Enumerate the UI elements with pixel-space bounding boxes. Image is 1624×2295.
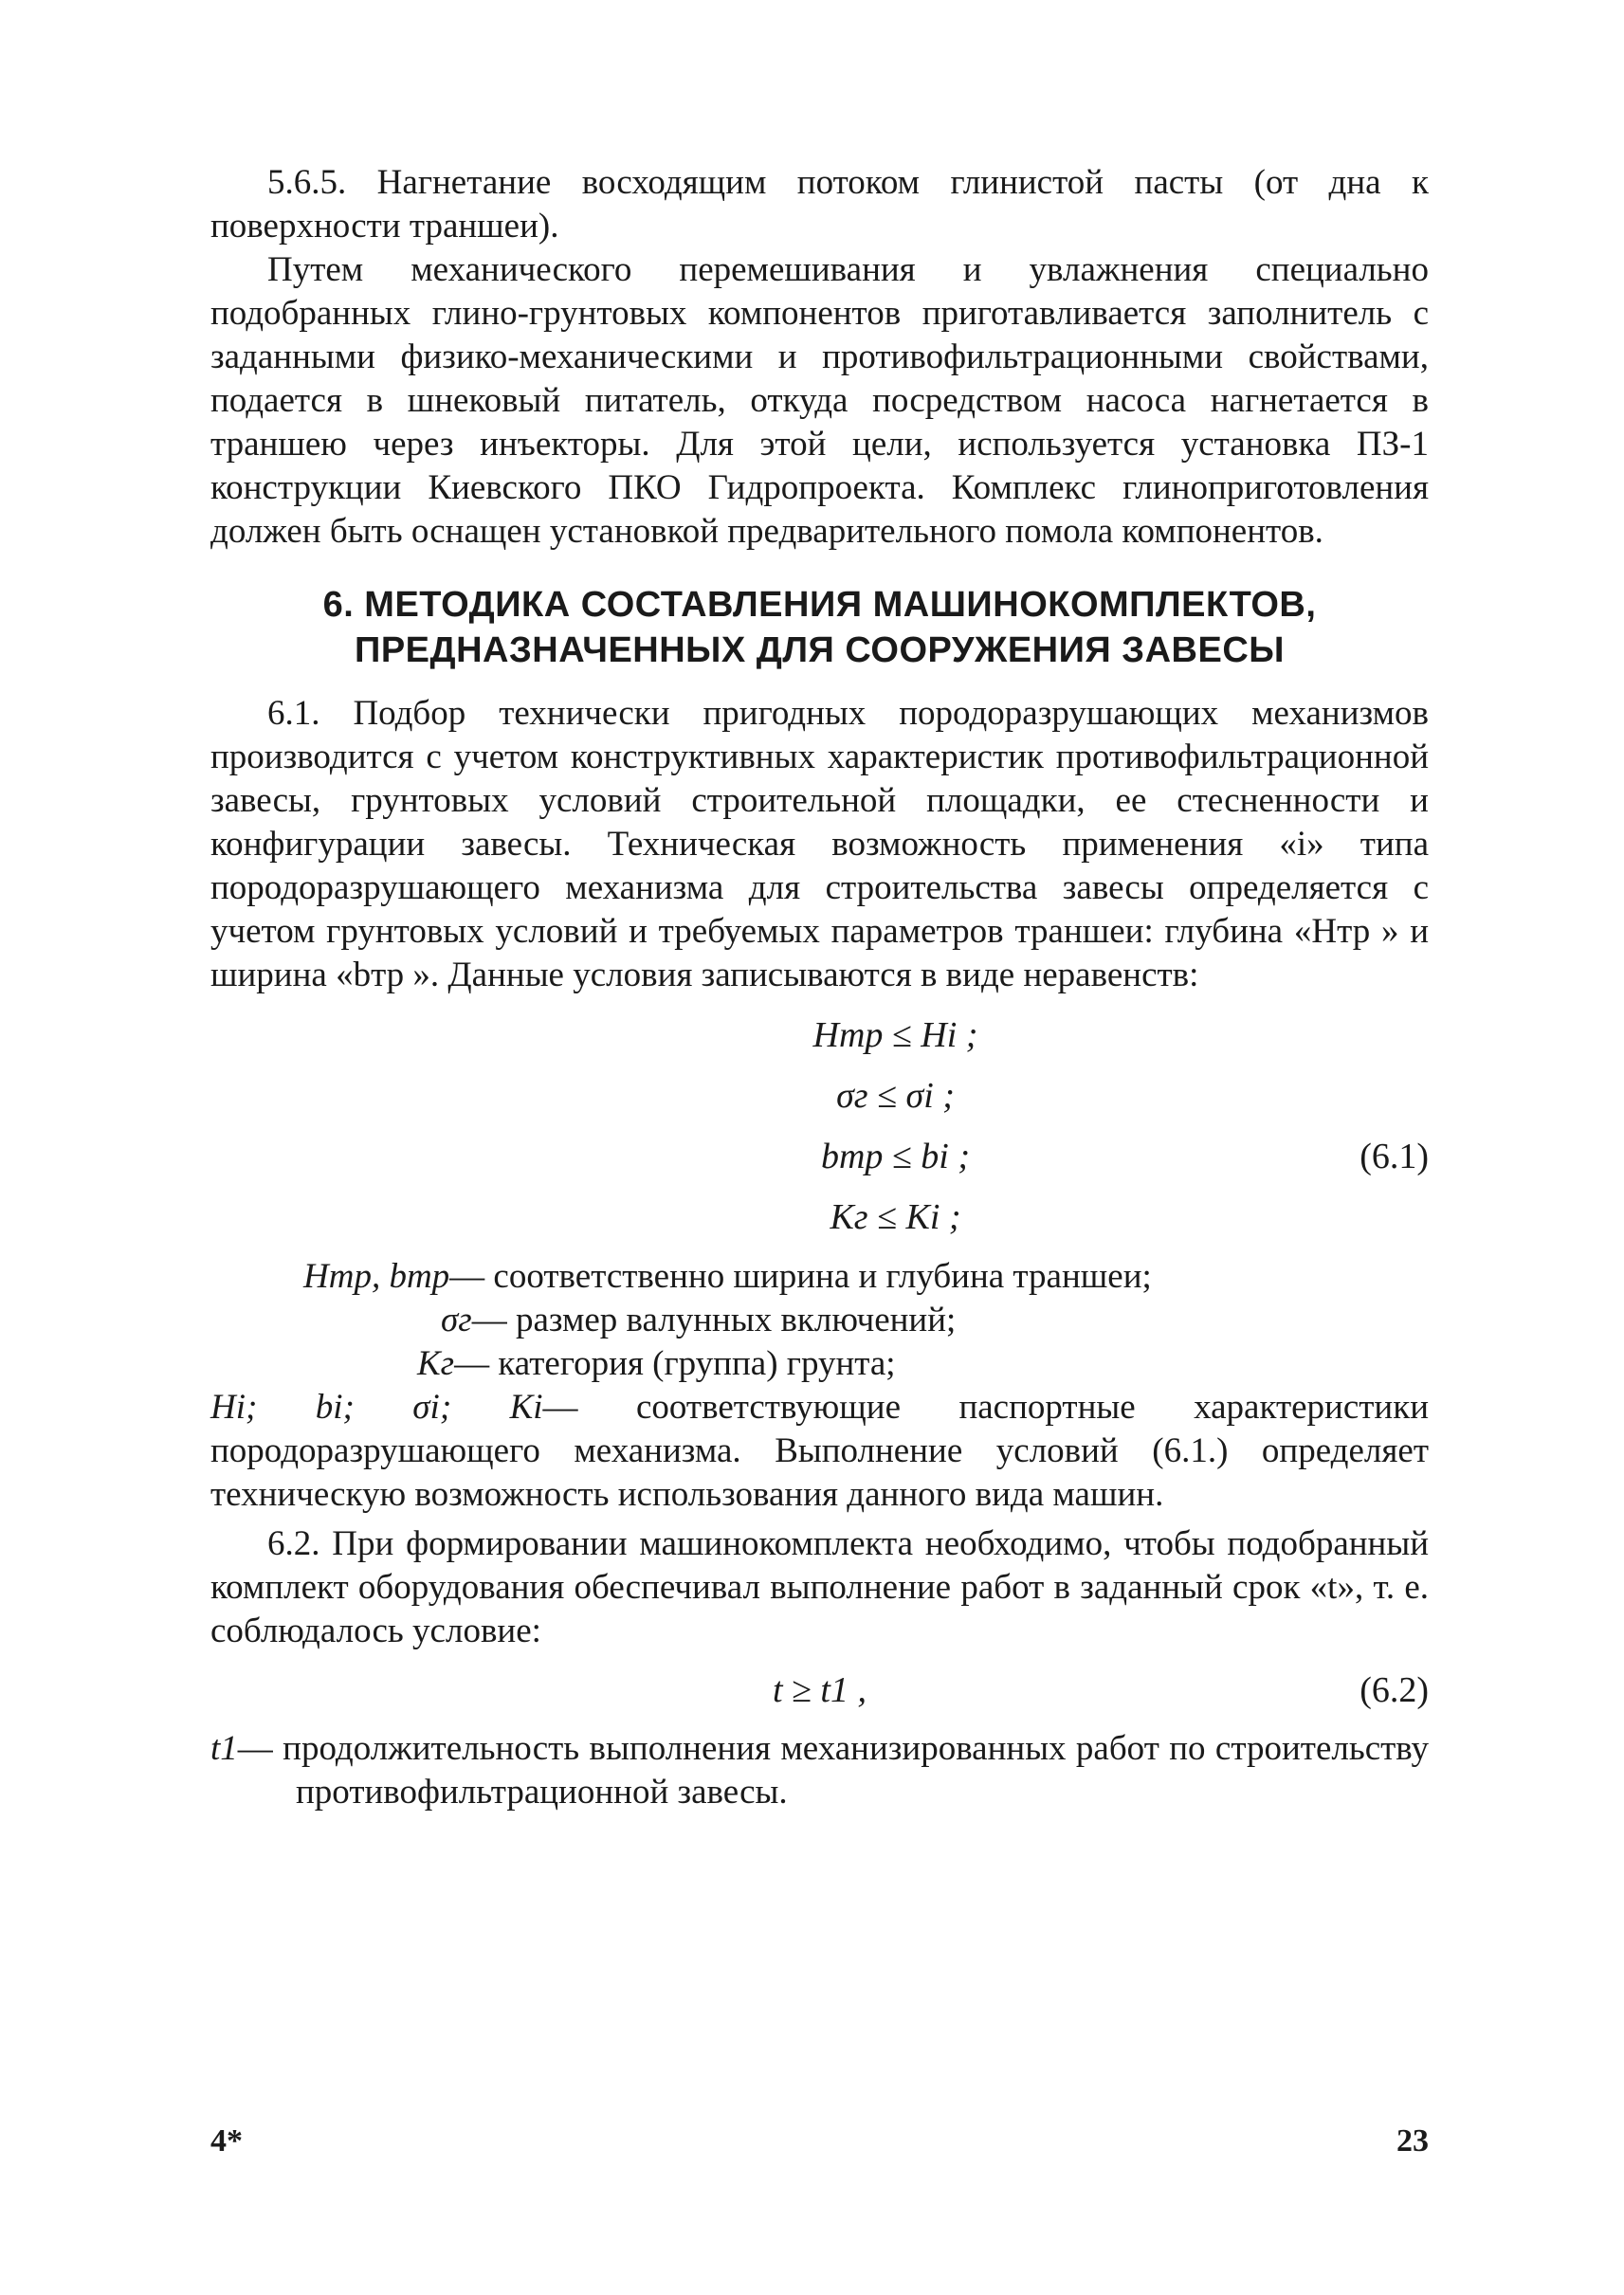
- definition-line: [210, 1386, 1429, 1517]
- definition-text: — размер валунных включений;: [471, 1301, 957, 1339]
- definition-line: [210, 1255, 1429, 1299]
- definition-text: — соответствующие паспортные характеристики породоразрушающего механизма. Выполнение условий (6.1.) определяет техническую возможность использования данного вида машин.: [210, 1388, 1429, 1514]
- definition-line: [210, 1342, 1429, 1386]
- definition-symbol: Hi; bi; σi; Ki: [210, 1388, 543, 1427]
- section-6-heading: [210, 582, 1429, 673]
- page-number: 23: [1396, 2123, 1429, 2158]
- section-6-2-paragraph: 6.2. При формировании машинокомплекта необходимо, чтобы подобранный комплект оборудования обеспечивал выполнение работ в заданный срок «t», т. е. соблюдалось условие:: [210, 1524, 1429, 1650]
- formula-text: bтр ≤ bi ;: [820, 1137, 970, 1176]
- section-5-6-5-body: Путем механического перемешивания и увлажнения специально подобранных глино-грунтовых компонентов приготавливается заполнитель с заданными физико-механическими и противофильтрационными свойствами, подается в шнековый питатель, откуда посредством насоса нагнетается в траншею через инъекторы. Для этой цели, используется установка ПЗ-1 конструкции Киевского ПКО Гидропроекта. Комплекс глиноприготовления должен быть оснащен установкой предварительного помола компонентов.: [210, 250, 1429, 551]
- definition-text: — продолжительность выполнения механизированных работ по строительству противофильтрационной завесы.: [237, 1729, 1429, 1812]
- definition-symbol: Hтр, bтр: [303, 1257, 450, 1296]
- definition-line: [210, 1299, 1429, 1342]
- definition-symbol: Kг: [417, 1344, 455, 1383]
- equation-number: (6.1): [1359, 1137, 1429, 1176]
- formula-line: [210, 1126, 1429, 1187]
- definition-symbol: t1: [210, 1729, 238, 1768]
- definition-text: — категория (группа) грунта;: [454, 1344, 896, 1383]
- section-6-1-paragraph: 6.1. Подбор технически пригодных породоразрушающих механизмов производится с учетом конструктивных характеристик противофильтрационной завесы, грунтовых условий строительной площадки, ее стесненности и конфигурации завесы. Техническая возможность применения «i» типа породоразрушающего механизма для строительства завесы определяется с учетом грунтовых условий и требуемых параметров траншеи: глубина «Hтр » и ширина «bтр ». Данные условия записываются в виде неравенств:: [210, 694, 1429, 994]
- definition-text: — соответственно ширина и глубина траншеи;: [449, 1257, 1152, 1296]
- formula-text: t ≥ t1 ,: [773, 1670, 867, 1710]
- definition-symbol: σг: [441, 1301, 472, 1339]
- definition-6-2: [210, 1727, 1429, 1814]
- heading-line-1: 6. МЕТОДИКА СОСТАВЛЕНИЯ МАШИНОКОМПЛЕКТОВ,: [322, 585, 1317, 625]
- formula-6-2: [210, 1657, 1429, 1723]
- signature-mark: 4*: [210, 2123, 243, 2158]
- formula-line: Kг ≤ Ki ;: [830, 1197, 961, 1237]
- definitions-6-1: [210, 1255, 1429, 1517]
- formula-line: Hтр ≤ Hi ;: [812, 1015, 978, 1055]
- heading-line-2: ПРЕДНАЗНАЧЕННЫХ ДЛЯ СООРУЖЕНИЯ ЗАВЕСЫ: [355, 630, 1285, 670]
- section-5-6-5-title: 5.6.5. Нагнетание восходящим потоком глинистой пасты (от дна к поверхности траншеи).: [210, 163, 1429, 246]
- page-footer: [210, 2123, 1429, 2159]
- page-content: [210, 161, 1429, 1814]
- equation-number: (6.2): [1359, 1670, 1429, 1710]
- formula-line: σг ≤ σi ;: [836, 1076, 955, 1116]
- formula-block-6-1: [210, 1005, 1429, 1248]
